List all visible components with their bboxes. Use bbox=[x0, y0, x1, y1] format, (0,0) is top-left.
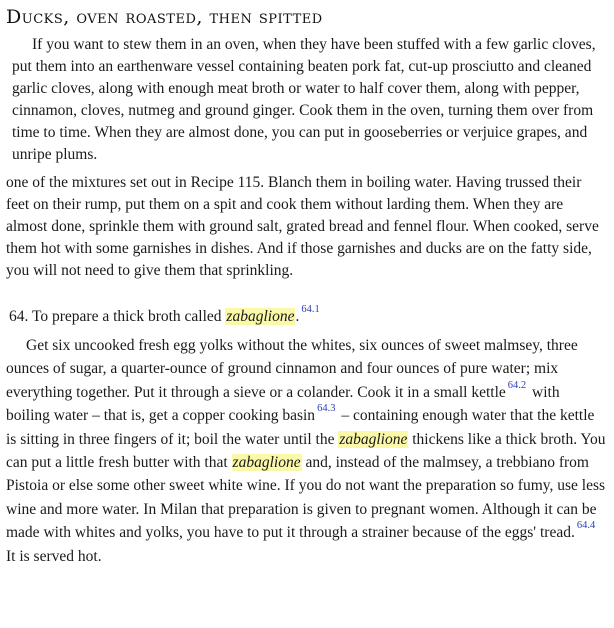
footnote-link[interactable]: 64.3 bbox=[317, 403, 336, 415]
heading-text: 64. To prepare a thick broth called bbox=[9, 308, 226, 325]
recipe-title: Ducks, oven roasted, then spitted bbox=[6, 6, 323, 28]
footnote-link[interactable]: 64.2 bbox=[507, 379, 527, 391]
body-text: – containing enough water that the kettle is sitting in three fingers of it; boil the water until the bbox=[6, 407, 595, 448]
recipe-heading bbox=[9, 306, 322, 328]
body-text: Get six uncooked fresh egg yolks without the whites, six ounces of sweet malmsey, three ounces of sugar, a quarter-ounce of ground cinnamon and four ounces of pure water; mix everything together. Put it through a sieve or a colander. Cook it in a small kettle bbox=[6, 337, 578, 401]
highlighted-term[interactable]: zabaglione bbox=[339, 430, 408, 448]
footnote-link[interactable]: 64.1 bbox=[301, 304, 320, 315]
body-text: thickens like a thick broth. You can put a little fresh butter with that bbox=[6, 430, 606, 472]
paragraph-oven-stew: If you want to stew them in an oven, when they have been stuffed with a few garlic cloves, put them into an earthenware vessel containing beaten pork fat, cut-up prosciutto and cleaned garlic cloves, along with enough meat broth or water to half cover them, along with pepper, cinnamon, cloves, nutmeg and ground ginger. Cook them in the oven, turning them over from time to time. When they are almost done, you can put in gooseberries or verjuice grapes, and unripe plums. bbox=[12, 36, 596, 163]
highlighted-term[interactable]: zabaglione bbox=[232, 454, 301, 472]
paragraph-spitted: one of the mixtures set out in Recipe 115. Blanch them in boiling water. Having trussed their feet on their rump, put them on a spit and cook them without larding them. When they are almost done, sprinkle them with ground salt, grated bread and fennel flour. When cooked, serve them hot with some garnishes in dishes. And if those garnishes and ducks are on the fatty side, you will not need to give them that sprinkling. bbox=[6, 174, 599, 279]
highlighted-term[interactable]: zabaglione bbox=[226, 308, 295, 325]
body-text: and, instead of the malmsey, a trebbiano from Pistoia or else some other sweet white wine. If you do not want the preparation so fumy, use less wine and more water. In Milan that preparation is given to pregnant women. Although it can be made with whites and yolks, you have to put it through a strainer because of the eggs' tread. bbox=[6, 454, 606, 542]
footnote-link[interactable]: 64.4 bbox=[576, 520, 596, 532]
paragraph-zabaglione bbox=[6, 334, 606, 568]
body-text: It is served hot. bbox=[6, 547, 102, 565]
heading-period: . bbox=[295, 308, 300, 325]
body-text: with boiling water – that is, get a copper cooking basin bbox=[6, 383, 560, 425]
